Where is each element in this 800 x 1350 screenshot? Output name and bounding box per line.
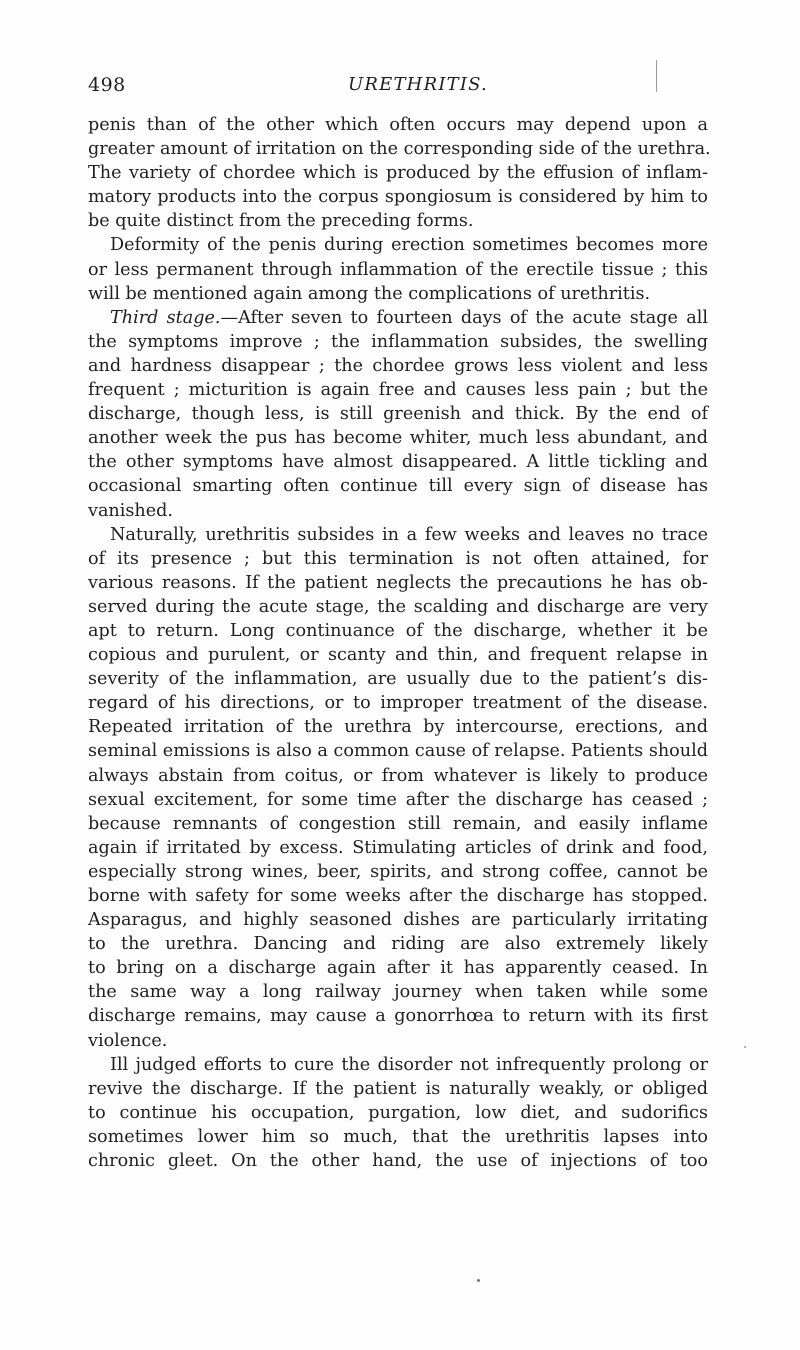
text-line: Deformity of the penis during erection sometimes becomes more (110, 235, 708, 256)
text-line: borne with safety for some weeks after the discharge has stopped. (88, 886, 708, 906)
body-text (88, 113, 711, 1173)
text-line: another week the pus has become whiter, much less abundant, and (88, 428, 708, 449)
text-line: or less permanent through inflammation of the erectile tissue ; this (88, 259, 708, 280)
text-line: the symptoms improve ; the inflammation subsides, the swelling (88, 331, 708, 352)
text-line: various reasons. If the patient neglects the precautions he has ob- (88, 572, 708, 593)
text-line: penis than of the other which often occurs may depend upon a (88, 115, 708, 135)
text-line: will be mentioned again among the complications of urethritis. (88, 283, 651, 304)
paper-speck (744, 1046, 746, 1048)
text-line: to the urethra. Dancing and riding are also extremely likely (88, 934, 708, 955)
text-line: Repeated irritation of the urethra by intercourse, erections, and (88, 717, 708, 738)
text-line: especially strong wines, beer, spirits, and strong coffee, cannot be (88, 861, 708, 882)
text-line: always abstain from coitus, or from whatever is likely to produce (88, 765, 708, 786)
text-line: to bring on a discharge again after it has apparently ceased. In (88, 958, 708, 979)
text-line: regard of his directions, or to improper treatment of the disease. (88, 693, 708, 714)
page-header (88, 74, 698, 104)
text-line: the other symptoms have almost disappeared. A little tickling and (88, 452, 708, 473)
text-line: The variety of chordee which is produced by the effusion of inflam- (88, 163, 708, 184)
running-title: URETHRITIS. (348, 74, 488, 95)
text-line: violence. (88, 1030, 168, 1051)
text-line: of its presence ; but this termination is not often attained, for (88, 548, 708, 569)
text-line: greater amount of irritation on the corresponding side of the urethra. (88, 139, 711, 160)
text-line: discharge, though less, is still greenish and thick. By the end of (88, 404, 708, 425)
text-line: copious and purulent, or scanty and thin, and frequent relapse in (88, 645, 708, 666)
text-line: Third stage.—After seven to fourteen days of the acute stage all (110, 307, 708, 328)
text-line: Ill judged efforts to cure the disorder not infrequently prolong or (110, 1054, 708, 1075)
paper-speck (477, 1279, 480, 1282)
text-line: sometimes lower him so much, that the urethritis lapses into (88, 1126, 708, 1147)
text-line: frequent ; micturition is again free and causes less pain ; but the (88, 380, 708, 401)
text-line: revive the discharge. If the patient is naturally weakly, or obliged (88, 1078, 708, 1099)
text-line: chronic gleet. On the other hand, the use of injections of too (88, 1151, 708, 1172)
text-line: and hardness disappear ; the chordee grows less violent and less (88, 355, 708, 376)
text-line: apt to return. Long continuance of the discharge, whether it be (88, 620, 708, 641)
text-line: Naturally, urethritis subsides in a few weeks and leaves no trace (110, 524, 708, 545)
text-line: discharge remains, may cause a gonorrhœa to return with its first (88, 1006, 708, 1027)
text-line: matory products into the corpus spongiosum is considered by him to (88, 187, 708, 208)
text-line: vanished. (88, 500, 174, 521)
section-subheading: Third stage. (110, 307, 221, 328)
text-line: the same way a long railway journey when taken while some (88, 982, 708, 1003)
page-number: 498 (88, 74, 126, 96)
text-line: sexual excitement, for some time after the discharge has ceased ; (88, 789, 708, 810)
text-line: because remnants of congestion still remain, and easily inflame (88, 813, 708, 834)
text-line: severity of the inflammation, are usually due to the patient’s dis- (88, 669, 708, 690)
text-line: Asparagus, and highly seasoned dishes are particularly irritating (88, 910, 708, 931)
text-line: to continue his occupation, purgation, low diet, and sudorifics (88, 1102, 708, 1123)
text-line: be quite distinct from the preceding forms. (88, 211, 474, 232)
text-line: served during the acute stage, the scalding and discharge are very (88, 596, 708, 617)
text-line: seminal emissions is also a common cause of relapse. Patients should (88, 741, 708, 762)
text-line: occasional smarting often continue till every sign of disease has (88, 476, 708, 497)
text-line: again if irritated by excess. Stimulating articles of drink and food, (88, 837, 708, 858)
